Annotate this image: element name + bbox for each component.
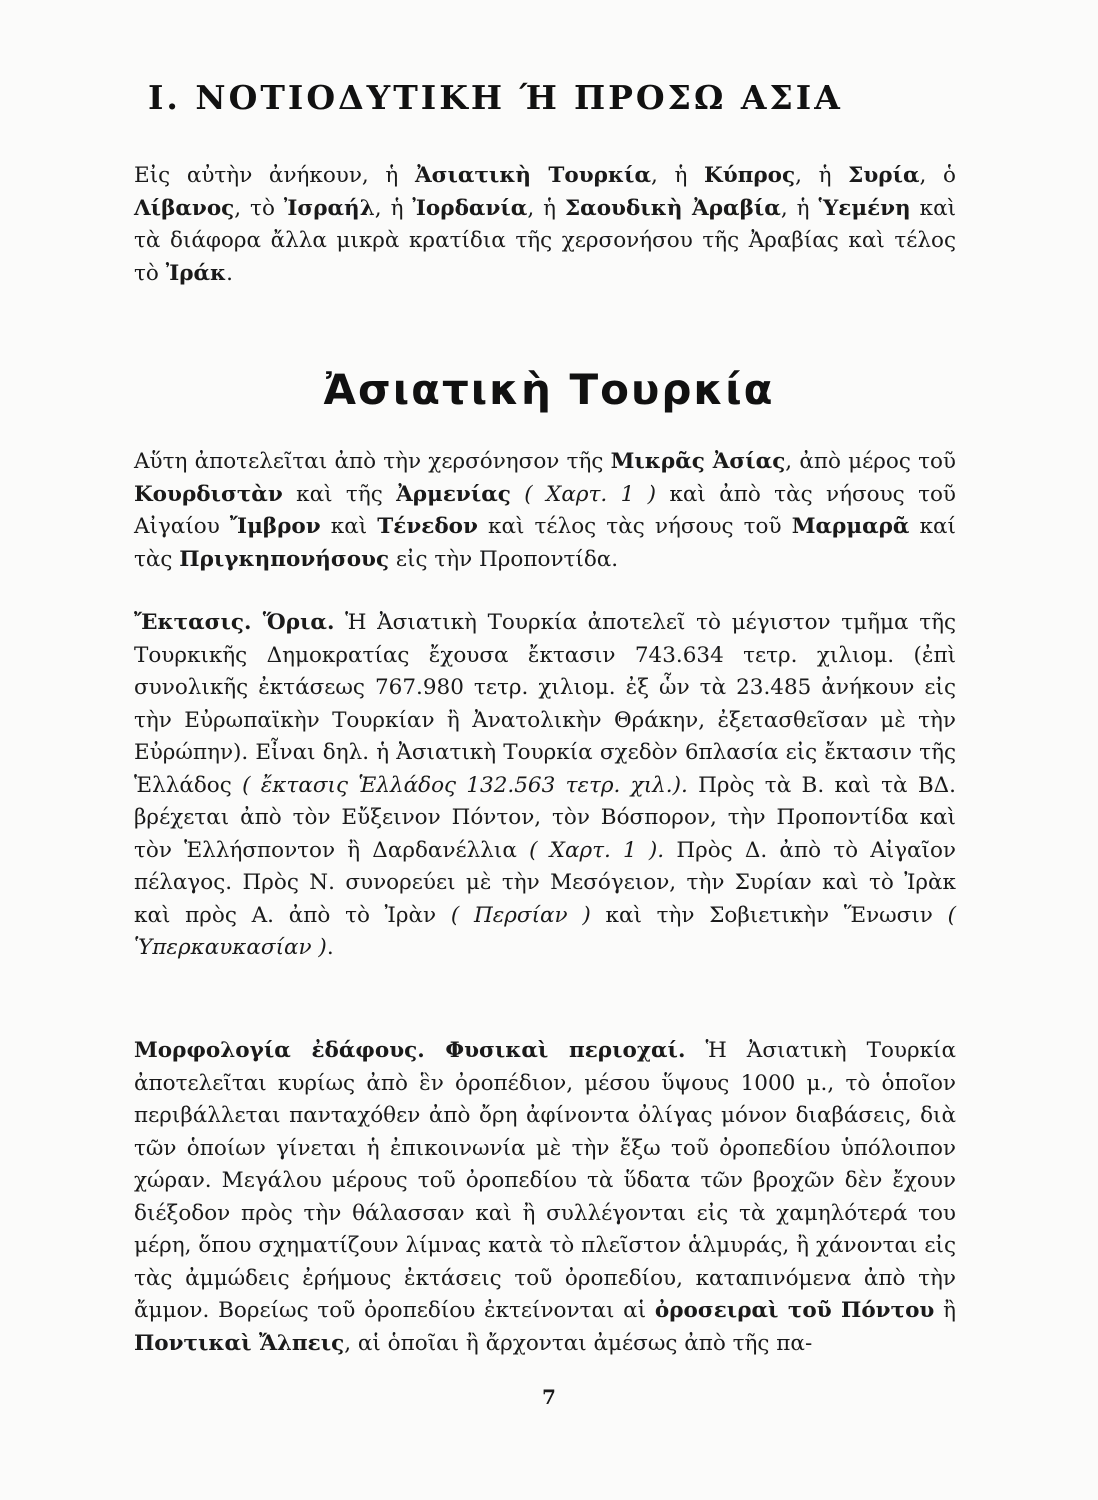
section-title: Ἀσιατικὴ Τουρκία xyxy=(323,365,775,414)
bold-term: Ἰράκ xyxy=(165,260,227,286)
chapter-title: I. ΝΟΤΙΟΔΥΤΙΚΗ Ή ΠΡΟΣΩ ΑΣΙΑ xyxy=(148,78,843,117)
text: Ἡ Ἀσιατικὴ Τουρκία ἀποτελεῖται κυρίως ἀπὸ ἓν ὀροπέδιον, μέσου ὕψους 1000 μ., τὸ ὁποῖον περιβάλλεται πανταχόθεν ἀπὸ ὄρη ἀφίνοντα ὀλίγας μόνον διαβάσεις, διὰ τῶν ὁποίων γίνεται ἡ ἐπικοινωνία μὲ τὴν ἔξω τοῦ ὀροπεδίου ὑπόλοιπον χώραν. Μεγάλου μέρους τοῦ ὀροπεδίου τὰ ὕδατα τῶν βροχῶν δὲν ἔχουν διέξοδον πρὸς τὴν θάλασσαν καὶ ἢ συλλέγονται εἰς τὰ χαμηλότερά του μέρη, ὅπου σχηματίζουν λίμνας κατὰ τὸ πλεῖστον ἁλμυράς, ἢ χάνονται εἰς τὰς ἀμμώδεις ἐρήμους ἐκτάσεις τοῦ ὀροπεδίου, καταπινόμενα ἀπὸ τὴν ἄμμον. Βορείως τοῦ ὀροπεδίου ἐκτείνονται αἱ xyxy=(134,1038,957,1323)
text: , ἡ xyxy=(374,195,413,221)
map-reference: ( Χαρτ. 1 ) xyxy=(510,481,670,507)
area-borders-paragraph xyxy=(110,607,956,965)
italic-note: ( Περσίαν ) xyxy=(436,902,606,928)
text: Πρὸς Δ. ἀπὸ τὸ Αἰγαῖον πέλαγος. Πρὸς Ν. συνορεύει μὲ τὴν Μεσόγειον, τὴν Συρίαν καὶ τὸ Ἰρὰκ καὶ πρὸς Α. ἀπὸ τὸ Ἰρὰν xyxy=(134,837,957,928)
bold-term: Τένεδον xyxy=(377,514,478,539)
bold-term: Ποντικαὶ Ἄλπεις xyxy=(134,1330,345,1356)
paragraph-heading: Ἔκτασις. Ὅρια. xyxy=(134,610,335,635)
text: Εἰς αὐτὴν ἀνήκουν, ἡ xyxy=(134,163,415,188)
bold-term: Ἰορδανία xyxy=(412,195,528,221)
text: , αἱ ὁποῖαι ἢ ἄρχονται ἀμέσως ἀπὸ τῆς πα- xyxy=(344,1330,813,1356)
text: καὶ τὴν Σοβιετικὴν Ἕνωσιν xyxy=(605,902,933,928)
text: ἢ xyxy=(934,1298,956,1323)
text: , ἡ xyxy=(651,163,705,188)
intro-paragraph xyxy=(110,160,956,290)
description-paragraph xyxy=(110,446,956,576)
italic-note: ( Ὑπερκαυκασίαν ) xyxy=(134,902,956,960)
text: , ἀπὸ μέρος τοῦ xyxy=(785,449,956,474)
text: . xyxy=(226,260,234,286)
bold-term: ὀροσειραὶ τοῦ Πόντου xyxy=(654,1298,935,1323)
text: , ἡ xyxy=(780,195,819,221)
bold-term: Ἴμβρον xyxy=(229,514,321,539)
text: Αὕτη ἀποτελεῖται ἀπὸ τὴν χερσόνησον τῆς xyxy=(134,449,611,474)
text: , τὸ xyxy=(234,195,284,221)
bold-term: Κύπρος xyxy=(704,163,796,188)
text: καὶ τὰ διάφορα ἄλλα μικρὰ κρατίδια τῆς χερσονήσου τῆς Ἀραβίας καὶ τέλος τὸ xyxy=(134,195,957,286)
bold-term: Μαρμαρᾶ xyxy=(791,514,910,539)
text: Ἡ Ἀσιατικὴ Τουρκία ἀποτελεῖ τὸ μέγιστον τμῆμα τῆς Τουρκικῆς Δημοκρατίας ἔχουσα ἔκτασιν 743.634 τετρ. χιλιομ. (ἐπὶ συνολικῆς ἐκτάσεως 767.980 τετρ. χιλιομ. ἐξ ὧν τὰ 23.485 ἀνήκουν εἰς τὴν Εὐρωπαϊκὴν Τουρκίαν ἢ Ἀνατολικὴν Θράκην, ἐξετασθεῖσαν μὲ τὴν Εὐρώπην). Εἶναι δηλ. ἡ Ἀσιατικὴ Τουρκία σχεδὸν 6πλασία εἰς ἔκτασιν τῆς Ἑλλάδος xyxy=(134,610,957,798)
bold-term: Ἰσραήλ xyxy=(283,195,375,221)
text: καὶ τέλος τὰς νήσους τοῦ xyxy=(477,514,792,539)
text: , ἡ xyxy=(795,163,849,188)
bold-term: Κουρδιστὰν xyxy=(134,481,283,507)
bold-term: Μικρᾶς Ἀσίας xyxy=(610,449,786,474)
text: καὶ xyxy=(320,514,378,539)
text: Πρὸς τὰ Β. καὶ τὰ ΒΔ. βρέχεται ἀπὸ τὸν Εὔξεινον Πόντον, τὸν Βόσπορον, τὴν Προποντίδα καὶ τὸν Ἑλλήσποντον ἢ Δαρδανέλλια xyxy=(134,772,957,863)
text: καί τὰς xyxy=(134,514,956,572)
bold-term: Λίβανος xyxy=(134,195,235,221)
bold-term: Ἀρμενίας xyxy=(396,481,511,507)
text: εἰς τὴν Προποντίδα. xyxy=(389,546,619,572)
text: καὶ τῆς xyxy=(282,481,397,507)
bold-term: Πριγκηπονήσους xyxy=(179,546,390,572)
page-number: 7 xyxy=(542,1385,556,1409)
text: καὶ ἀπὸ τὰς νήσους τοῦ Αἰγαίου xyxy=(134,481,956,539)
paragraph-heading: Μορφολογία ἐδάφους. Φυσικαὶ περιοχαί. xyxy=(134,1038,686,1063)
morphology-paragraph xyxy=(110,1035,956,1360)
text: , ὁ xyxy=(919,163,956,188)
bold-term: Συρία xyxy=(848,163,920,188)
map-reference: ( Χαρτ. 1 ). xyxy=(516,837,665,863)
bold-term: Ἀσιατικὴ Τουρκία xyxy=(414,163,651,188)
bold-term: Ὑεμένη xyxy=(818,195,911,221)
text: . xyxy=(326,935,334,960)
bold-term: Σαουδικὴ Ἀραβία xyxy=(564,195,781,221)
text: , ἡ xyxy=(527,195,565,221)
italic-note: ( ἔκτασις Ἑλλάδος 132.563 τετρ. χιλ.). xyxy=(231,772,688,798)
